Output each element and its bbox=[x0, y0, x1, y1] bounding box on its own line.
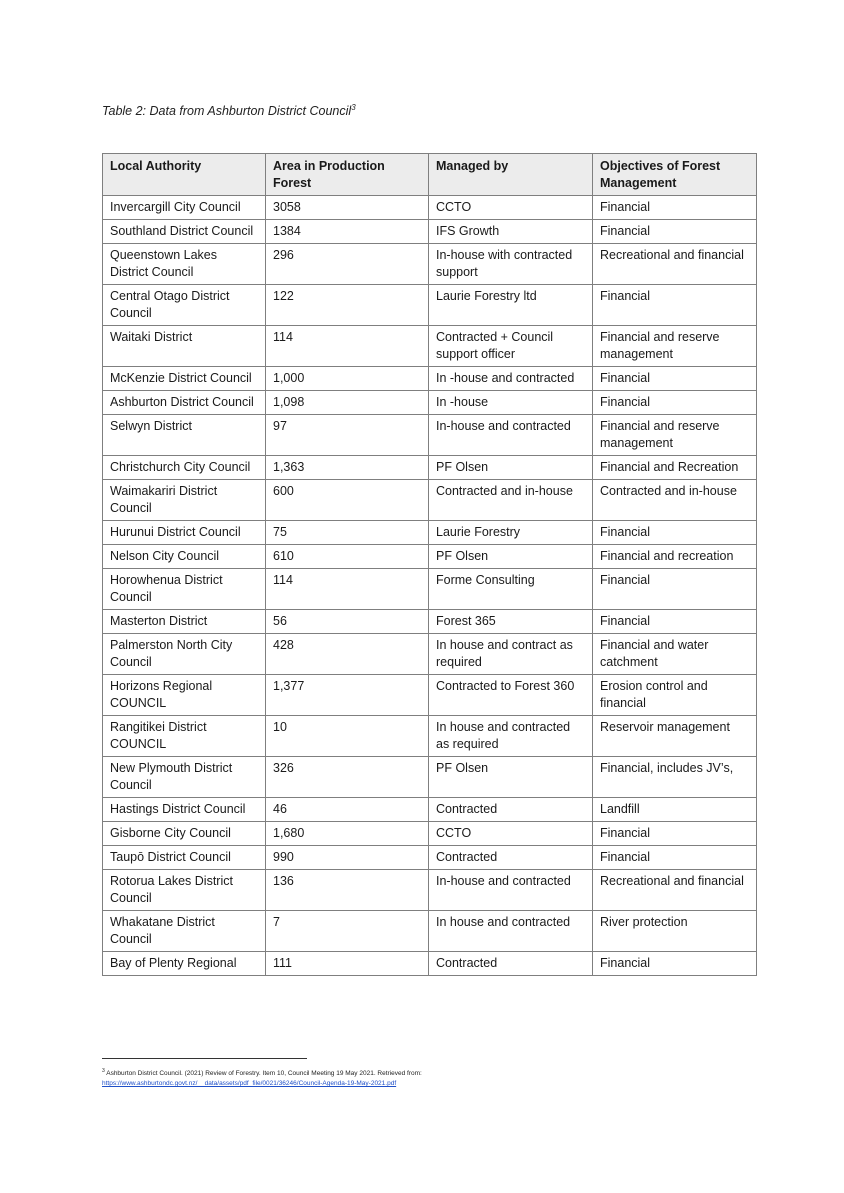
cell-local-authority: Queenstown Lakes District Council bbox=[103, 244, 266, 285]
table-row bbox=[103, 846, 757, 870]
table-body bbox=[103, 196, 757, 976]
cell-area: 10 bbox=[266, 716, 429, 757]
cell-local-authority: Rangitikei District COUNCIL bbox=[103, 716, 266, 757]
table-row bbox=[103, 716, 757, 757]
cell-objectives: Financial bbox=[593, 391, 757, 415]
cell-objectives: Financial and reserve management bbox=[593, 326, 757, 367]
table-row bbox=[103, 634, 757, 675]
table-caption bbox=[102, 103, 356, 118]
cell-objectives: Recreational and financial bbox=[593, 244, 757, 285]
table-row bbox=[103, 196, 757, 220]
cell-local-authority: Bay of Plenty Regional bbox=[103, 952, 266, 976]
cell-area: 1384 bbox=[266, 220, 429, 244]
cell-area: 1,000 bbox=[266, 367, 429, 391]
cell-local-authority: Horowhenua District Council bbox=[103, 569, 266, 610]
cell-managed-by: Forme Consulting bbox=[429, 569, 593, 610]
cell-managed-by: CCTO bbox=[429, 822, 593, 846]
cell-objectives: Landfill bbox=[593, 798, 757, 822]
cell-objectives: Financial bbox=[593, 220, 757, 244]
cell-managed-by: CCTO bbox=[429, 196, 593, 220]
table-row bbox=[103, 244, 757, 285]
cell-objectives: Recreational and financial bbox=[593, 870, 757, 911]
cell-managed-by: Laurie Forestry bbox=[429, 521, 593, 545]
table-row bbox=[103, 798, 757, 822]
table-row bbox=[103, 569, 757, 610]
footnote-ref: 3 bbox=[102, 1068, 105, 1074]
cell-managed-by: In-house and contracted bbox=[429, 415, 593, 456]
table-row bbox=[103, 391, 757, 415]
cell-objectives: Financial bbox=[593, 367, 757, 391]
cell-area: 600 bbox=[266, 480, 429, 521]
cell-area: 3058 bbox=[266, 196, 429, 220]
cell-local-authority: Ashburton District Council bbox=[103, 391, 266, 415]
cell-area: 75 bbox=[266, 521, 429, 545]
cell-objectives: Financial and Recreation bbox=[593, 456, 757, 480]
cell-local-authority: Whakatane District Council bbox=[103, 911, 266, 952]
cell-area: 326 bbox=[266, 757, 429, 798]
cell-local-authority: Waimakariri District Council bbox=[103, 480, 266, 521]
header-managed-by: Managed by bbox=[429, 154, 593, 196]
cell-local-authority: Horizons Regional COUNCIL bbox=[103, 675, 266, 716]
cell-local-authority: New Plymouth District Council bbox=[103, 757, 266, 798]
table-row bbox=[103, 545, 757, 569]
table-row bbox=[103, 870, 757, 911]
cell-local-authority: Taupō District Council bbox=[103, 846, 266, 870]
table-row bbox=[103, 415, 757, 456]
cell-area: 56 bbox=[266, 610, 429, 634]
footnote-divider bbox=[102, 1058, 307, 1059]
table-row bbox=[103, 220, 757, 244]
footnote-text: Ashburton District Council. (2021) Review of Forestry. Item 10, Council Meeting 19 May 2021. Retrieved from: bbox=[106, 1070, 422, 1078]
table-row bbox=[103, 326, 757, 367]
cell-objectives: Reservoir management bbox=[593, 716, 757, 757]
cell-area: 1,098 bbox=[266, 391, 429, 415]
footnote bbox=[102, 1066, 422, 1089]
cell-local-authority: Nelson City Council bbox=[103, 545, 266, 569]
caption-text: Table 2: Data from Ashburton District Council bbox=[102, 104, 352, 119]
cell-managed-by: PF Olsen bbox=[429, 456, 593, 480]
cell-local-authority: Southland District Council bbox=[103, 220, 266, 244]
cell-managed-by: Contracted bbox=[429, 952, 593, 976]
cell-managed-by: In house and contract as required bbox=[429, 634, 593, 675]
cell-local-authority: Rotorua Lakes District Council bbox=[103, 870, 266, 911]
cell-objectives: Financial and reserve management bbox=[593, 415, 757, 456]
cell-local-authority: Waitaki District bbox=[103, 326, 266, 367]
cell-local-authority: Gisborne City Council bbox=[103, 822, 266, 846]
table-row bbox=[103, 367, 757, 391]
cell-area: 111 bbox=[266, 952, 429, 976]
cell-area: 1,680 bbox=[266, 822, 429, 846]
cell-objectives: Financial and water catchment bbox=[593, 634, 757, 675]
table-row bbox=[103, 822, 757, 846]
cell-managed-by: Forest 365 bbox=[429, 610, 593, 634]
table-header-row bbox=[103, 154, 757, 196]
cell-managed-by: In -house and contracted bbox=[429, 367, 593, 391]
cell-managed-by: Contracted to Forest 360 bbox=[429, 675, 593, 716]
forestry-data-table bbox=[102, 153, 757, 976]
cell-objectives: Financial bbox=[593, 196, 757, 220]
cell-objectives: Financial bbox=[593, 569, 757, 610]
cell-managed-by: In-house with contracted support bbox=[429, 244, 593, 285]
cell-objectives: Financial bbox=[593, 952, 757, 976]
cell-local-authority: Palmerston North City Council bbox=[103, 634, 266, 675]
cell-area: 1,377 bbox=[266, 675, 429, 716]
footnote-link[interactable]: https://www.ashburtondc.govt.nz/__data/assets/pdf_file/0021/36246/Council-Agenda-19-May-2021.pdf bbox=[102, 1080, 397, 1088]
cell-managed-by: PF Olsen bbox=[429, 757, 593, 798]
cell-local-authority: Hurunui District Council bbox=[103, 521, 266, 545]
cell-objectives: Financial bbox=[593, 521, 757, 545]
cell-objectives: Financial and recreation bbox=[593, 545, 757, 569]
cell-objectives: Financial bbox=[593, 846, 757, 870]
cell-objectives: River protection bbox=[593, 911, 757, 952]
cell-managed-by: Contracted + Council support officer bbox=[429, 326, 593, 367]
cell-area: 46 bbox=[266, 798, 429, 822]
cell-local-authority: Masterton District bbox=[103, 610, 266, 634]
cell-area: 428 bbox=[266, 634, 429, 675]
cell-area: 1,363 bbox=[266, 456, 429, 480]
cell-local-authority: McKenzie District Council bbox=[103, 367, 266, 391]
cell-managed-by: In -house bbox=[429, 391, 593, 415]
cell-local-authority: Hastings District Council bbox=[103, 798, 266, 822]
cell-objectives: Financial bbox=[593, 822, 757, 846]
cell-local-authority: Christchurch City Council bbox=[103, 456, 266, 480]
cell-area: 136 bbox=[266, 870, 429, 911]
table-row bbox=[103, 610, 757, 634]
cell-objectives: Financial bbox=[593, 285, 757, 326]
header-local-authority: Local Authority bbox=[103, 154, 266, 196]
table-row bbox=[103, 911, 757, 952]
cell-managed-by: Contracted and in-house bbox=[429, 480, 593, 521]
table-row bbox=[103, 480, 757, 521]
table-row bbox=[103, 952, 757, 976]
table-row bbox=[103, 521, 757, 545]
cell-local-authority: Selwyn District bbox=[103, 415, 266, 456]
cell-area: 114 bbox=[266, 569, 429, 610]
cell-area: 990 bbox=[266, 846, 429, 870]
cell-managed-by: Contracted bbox=[429, 798, 593, 822]
cell-objectives: Erosion control and financial bbox=[593, 675, 757, 716]
cell-managed-by: Contracted bbox=[429, 846, 593, 870]
cell-area: 122 bbox=[266, 285, 429, 326]
cell-managed-by: In house and contracted bbox=[429, 911, 593, 952]
cell-objectives: Financial bbox=[593, 610, 757, 634]
cell-area: 97 bbox=[266, 415, 429, 456]
cell-managed-by: IFS Growth bbox=[429, 220, 593, 244]
cell-objectives: Contracted and in-house bbox=[593, 480, 757, 521]
cell-area: 610 bbox=[266, 545, 429, 569]
header-objectives: Objectives of Forest Management bbox=[593, 154, 757, 196]
table-row bbox=[103, 285, 757, 326]
cell-local-authority: Central Otago District Council bbox=[103, 285, 266, 326]
cell-managed-by: Laurie Forestry ltd bbox=[429, 285, 593, 326]
cell-area: 7 bbox=[266, 911, 429, 952]
cell-objectives: Financial, includes JV’s, bbox=[593, 757, 757, 798]
table-row bbox=[103, 757, 757, 798]
table-row bbox=[103, 675, 757, 716]
cell-local-authority: Invercargill City Council bbox=[103, 196, 266, 220]
cell-managed-by: In-house and contracted bbox=[429, 870, 593, 911]
cell-managed-by: PF Olsen bbox=[429, 545, 593, 569]
caption-footnote-ref[interactable]: 3 bbox=[351, 103, 356, 112]
header-area-in-production-forest: Area in Production Forest bbox=[266, 154, 429, 196]
cell-managed-by: In house and contracted as required bbox=[429, 716, 593, 757]
table-row bbox=[103, 456, 757, 480]
cell-area: 296 bbox=[266, 244, 429, 285]
cell-area: 114 bbox=[266, 326, 429, 367]
